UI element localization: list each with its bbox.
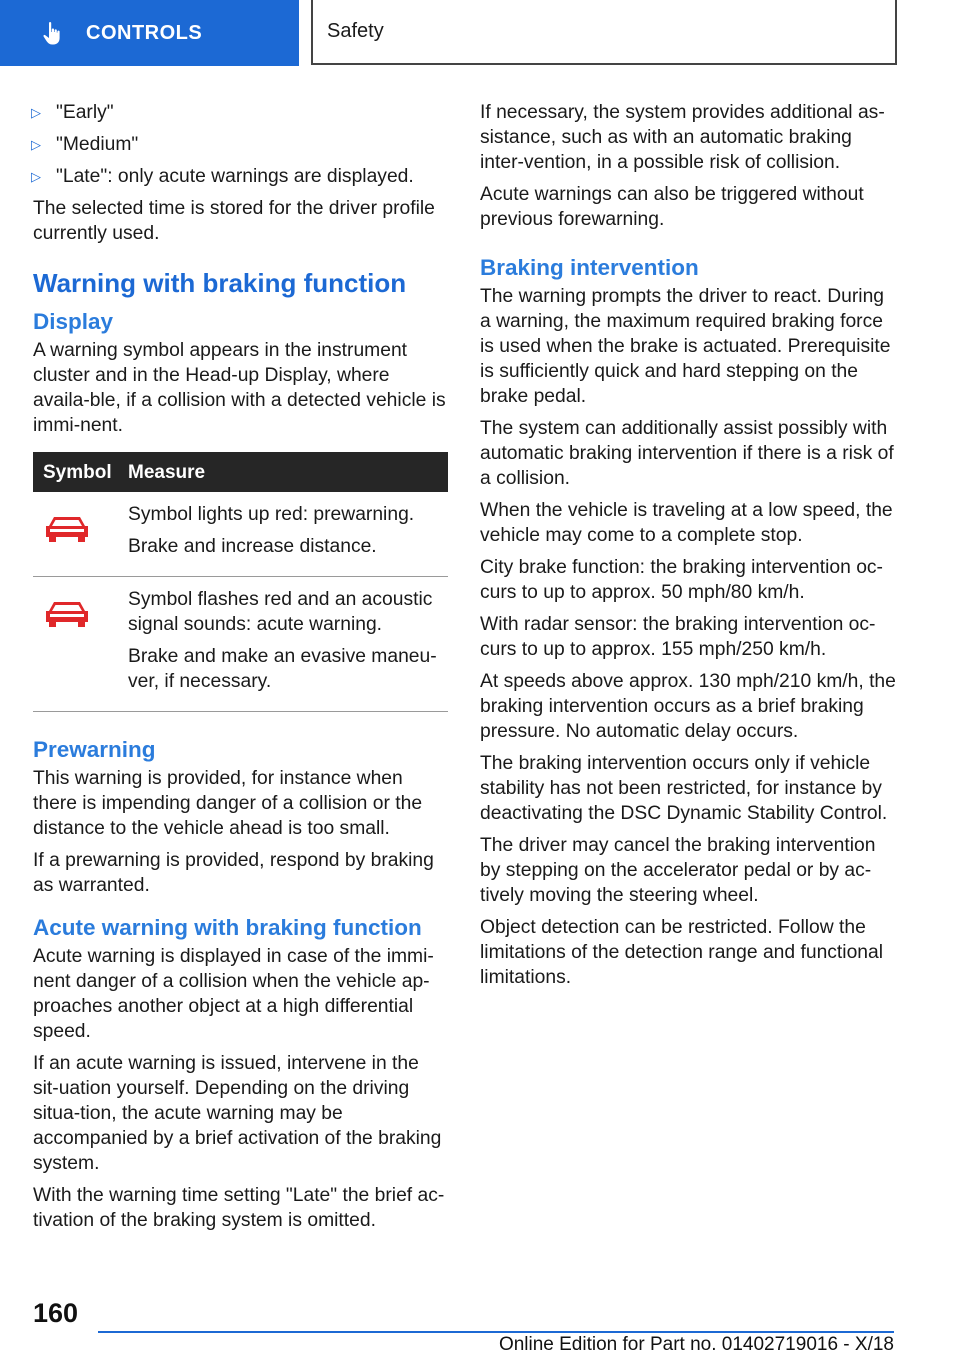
paragraph: If an acute warning is issued, intervene in the sit-uation yourself. Depending on the driving situa-tion, the acute warning may be accompanied by a brief activation of the braking system. [33, 1053, 442, 1174]
paragraph: When the vehicle is traveling at a low speed, the vehicle may come to a complete stop. [480, 500, 893, 546]
paragraph: This warning is provided, for instance when there is impending danger of a collision or the distance to the vehicle ahead is too small. [33, 768, 423, 839]
measure-text: Symbol flashes red and an acoustic signal sounds: acute warning. [128, 589, 433, 635]
paragraph: A warning symbol appears in the instrument cluster and in the Head-up Display, where availa-ble, if a collision with a detected vehicle is immi-nent. [33, 340, 446, 436]
paragraph: The driver may cancel the braking intervention by stepping on the accelerator pedal or by ac-tively moving the steering wheel. [480, 835, 876, 906]
footer-divider [98, 1331, 894, 1333]
triangle-bullet-icon: ▷ [31, 169, 41, 184]
paragraph: Object detection can be restricted. Follow the limitations of the detection range and functional limitations. [480, 917, 884, 988]
paragraph: The system can additionally assist possibly with automatic braking intervention if there is a risk of a collision. [480, 418, 894, 489]
paragraph: With radar sensor: the braking intervention oc-curs to up to approx. 155 mph/250 km/h. [480, 614, 876, 660]
paragraph: At speeds above approx. 130 mph/210 km/h, the braking intervention occurs as a brief braking pressure. No automatic delay occurs. [480, 671, 896, 742]
measure-text: Symbol lights up red: prewarning. [128, 504, 415, 525]
list-item: ▷ "Early" [0, 100, 448, 125]
heading-warning-braking: Warning with braking function [33, 268, 407, 298]
paragraph: City brake function: the braking intervention oc-curs to up to approx. 50 mph/80 km/h. [480, 557, 883, 603]
table-row [33, 577, 448, 712]
heading-display: Display [33, 309, 114, 334]
heading-acute-warning: Acute warning with braking function [33, 915, 422, 940]
paragraph: With the warning time setting "Late" the brief ac-tivation of the braking system is omitted. [33, 1185, 445, 1231]
triangle-bullet-icon: ▷ [31, 137, 41, 152]
symbol-table [33, 452, 448, 712]
paragraph: Acute warning is displayed in case of the immi-nent danger of a collision when the vehicle ap-proaches another object at a high differential speed. [33, 946, 434, 1042]
paragraph: If necessary, the system provides additional as-sistance, such as with an automatic braking inter-vention, in a possible risk of collision. [480, 102, 885, 173]
paragraph: The braking intervention occurs only if vehicle stability has not been restricted, for instance by deactivating the DSC Dynamic Stability Control. [480, 753, 888, 824]
chapter-tab[interactable] [0, 0, 299, 66]
left-column [33, 100, 448, 1240]
heading-braking-intervention: Braking intervention [480, 255, 699, 280]
car-warning-flashing-icon [43, 599, 91, 629]
table-row [33, 492, 448, 577]
triangle-bullet-icon: ▷ [31, 105, 41, 120]
paragraph: The warning prompts the driver to react. During a warning, the maximum required braking force is used when the brake is actuated. Prerequisite is sufficiently quick and hard stepping on the brake pedal. [480, 286, 891, 407]
page-header [0, 0, 960, 66]
table-header-symbol: Symbol [33, 452, 118, 492]
section-tab[interactable] [311, 0, 897, 65]
list-item: ▷ "Late": only acute warnings are displayed. [0, 164, 448, 189]
list-item: ▷ "Medium" [0, 132, 448, 157]
table-header-measure: Measure [118, 452, 448, 492]
hand-pointer-icon [40, 20, 66, 46]
section-label: Safety [327, 20, 384, 42]
paragraph: Acute warnings can also be triggered without previous forewarning. [480, 184, 864, 230]
car-warning-red-icon [43, 514, 91, 544]
right-column [480, 100, 898, 997]
page-number: 160 [33, 1298, 79, 1328]
paragraph: If a prewarning is provided, respond by braking as warranted. [33, 850, 434, 896]
measure-text: Brake and make an evasive maneu-ver, if necessary. [128, 646, 437, 692]
edition-note: Online Edition for Part no. 01402719016 - X/18 [498, 1334, 894, 1355]
measure-text: Brake and increase distance. [128, 536, 377, 557]
paragraph: The selected time is stored for the driver profile currently used. [33, 198, 435, 244]
chapter-label: CONTROLS [86, 21, 203, 44]
heading-prewarning: Prewarning [33, 737, 156, 762]
warning-time-list [33, 100, 448, 189]
